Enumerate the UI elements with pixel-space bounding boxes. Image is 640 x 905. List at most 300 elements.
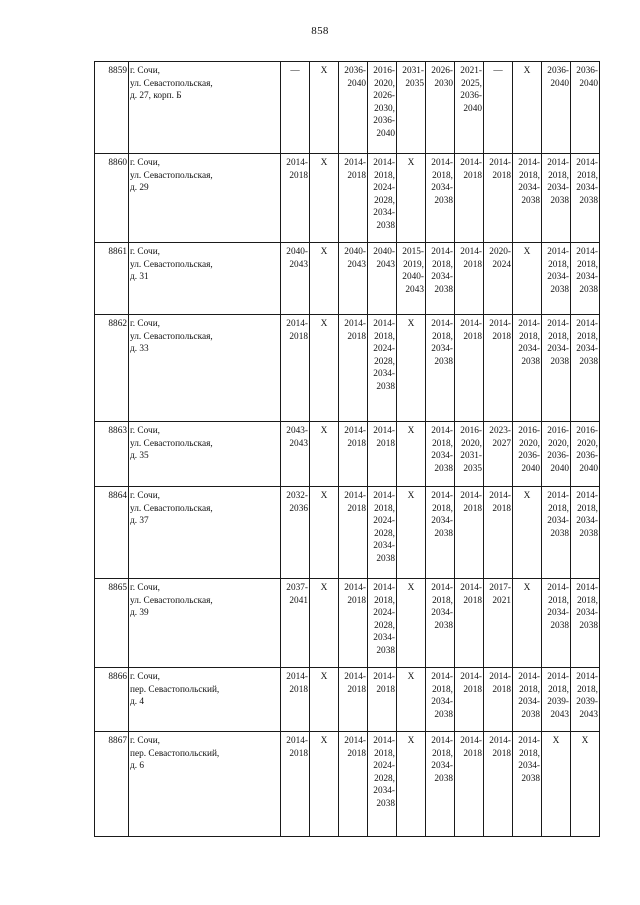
period-cell <box>484 487 513 579</box>
period-cell <box>571 487 600 579</box>
period-cell <box>455 315 484 422</box>
address-line: д. 37 <box>130 516 149 527</box>
period-line: 2034- <box>576 272 598 283</box>
period-line: 2034- <box>518 183 540 194</box>
period-line: 2025, <box>461 78 482 89</box>
period-line: 2038 <box>376 220 395 231</box>
period-line: 2040 <box>347 78 366 89</box>
period-line: 2041 <box>289 595 308 606</box>
period-cell <box>455 668 484 732</box>
period-cell <box>513 243 542 315</box>
period-line: X <box>320 426 328 436</box>
period-line: — <box>493 66 503 76</box>
period-cell <box>542 668 571 732</box>
period-line: 2018, <box>432 684 453 695</box>
address-line: д. 39 <box>130 608 149 619</box>
address-line: г. Сочи, <box>130 491 160 501</box>
address-line: д. 35 <box>130 451 149 462</box>
period-line: 2026- <box>431 66 453 76</box>
period-line: 2034- <box>518 344 540 355</box>
period-line: 2014- <box>460 158 482 168</box>
period-line: 2018, <box>577 503 598 514</box>
period-line: 2034- <box>373 786 395 797</box>
period-cell <box>368 154 397 243</box>
period-line: X <box>407 672 415 682</box>
period-line: 2014- <box>576 583 598 593</box>
period-line: 2014- <box>373 158 395 168</box>
address-cell <box>129 668 281 732</box>
period-line: 2024- <box>373 761 395 772</box>
period-cell <box>484 154 513 243</box>
period-line: 2018, <box>432 595 453 606</box>
period-line: 2036- <box>518 451 540 462</box>
address-line: д. 27, корп. Б <box>130 91 182 102</box>
period-line: 2040- <box>373 247 395 257</box>
period-line: 2034- <box>431 451 453 462</box>
period-line: 2014- <box>373 583 395 593</box>
period-line: 2038 <box>376 381 395 392</box>
period-cell <box>339 487 368 579</box>
period-line: — <box>290 66 300 76</box>
period-cell <box>368 62 397 154</box>
period-line: 2040 <box>521 463 540 474</box>
period-line: 2014- <box>576 672 598 682</box>
table-row <box>95 315 600 422</box>
row-number: 8859 <box>95 62 129 154</box>
period-line: 2014- <box>344 158 366 168</box>
period-line: 2034- <box>547 183 569 194</box>
period-cell <box>397 732 426 837</box>
period-line: 2038 <box>579 195 598 206</box>
table-row <box>95 62 600 154</box>
period-cell <box>542 422 571 487</box>
period-line: 2020, <box>577 438 598 449</box>
period-line: 2014- <box>547 491 569 501</box>
period-line: X <box>523 247 531 257</box>
period-line: 2040- <box>286 247 308 257</box>
period-line: 2018, <box>374 331 395 342</box>
period-line: 2018 <box>463 331 482 342</box>
period-line: 2018 <box>492 684 511 695</box>
period-line: 2014- <box>460 319 482 329</box>
period-line: 2036- <box>373 116 395 127</box>
period-line: 2038 <box>376 645 395 656</box>
period-cell <box>339 422 368 487</box>
period-line: 2018, <box>432 748 453 759</box>
period-cell <box>513 422 542 487</box>
period-line: 2018 <box>347 503 366 514</box>
period-line: 2043 <box>405 284 424 295</box>
period-line: 2014- <box>431 158 453 168</box>
period-line: 2018 <box>492 331 511 342</box>
period-cell <box>484 243 513 315</box>
period-cell <box>484 315 513 422</box>
period-line: 2014- <box>576 319 598 329</box>
period-line: 2031- <box>402 66 424 76</box>
period-line: 2035 <box>463 463 482 474</box>
period-line: 2014- <box>286 319 308 329</box>
period-line: 2040 <box>579 463 598 474</box>
period-line: X <box>523 491 531 501</box>
period-line: 2034- <box>576 516 598 527</box>
period-cell <box>513 315 542 422</box>
period-line: X <box>552 736 560 746</box>
period-cell <box>513 732 542 837</box>
period-line: 2028, <box>374 528 395 539</box>
period-cell <box>310 487 339 579</box>
period-line: X <box>407 583 415 593</box>
period-line: 2021 <box>492 595 511 606</box>
period-line: 2018, <box>548 259 569 270</box>
period-line: 2014- <box>286 158 308 168</box>
period-line: 2014- <box>576 491 598 501</box>
period-line: 2039- <box>547 697 569 708</box>
period-line: 2034- <box>431 344 453 355</box>
address-line: д. 6 <box>130 761 145 772</box>
period-line: 2018 <box>463 170 482 181</box>
period-line: 2020- <box>489 247 511 257</box>
period-line: 2014- <box>576 158 598 168</box>
row-number: 8862 <box>95 315 129 422</box>
period-line: 2014- <box>431 491 453 501</box>
period-line: 2016- <box>518 426 540 436</box>
period-line: 2034- <box>547 516 569 527</box>
period-cell <box>455 154 484 243</box>
period-line: 2018, <box>432 503 453 514</box>
period-line: 2018, <box>374 748 395 759</box>
period-line: 2028, <box>374 773 395 784</box>
period-line: 2024- <box>373 608 395 619</box>
address-line: д. 29 <box>130 183 149 194</box>
period-line: 2014- <box>373 426 395 436</box>
period-line: 2016- <box>460 426 482 436</box>
period-cell <box>397 487 426 579</box>
address-line: ул. Севастопольская, <box>130 503 213 514</box>
period-line: 2014- <box>373 736 395 746</box>
period-line: 2014- <box>344 319 366 329</box>
row-number: 8866 <box>95 668 129 732</box>
period-line: 2014- <box>344 736 366 746</box>
address-line: г. Сочи, <box>130 158 160 168</box>
period-line: 2040 <box>463 103 482 114</box>
period-cell <box>455 487 484 579</box>
period-cell <box>368 487 397 579</box>
period-line: 2014- <box>373 319 395 329</box>
period-line: 2014- <box>489 319 511 329</box>
period-cell <box>455 422 484 487</box>
period-line: 2018, <box>374 503 395 514</box>
period-line: 2034- <box>431 608 453 619</box>
address-line: ул. Севастопольская, <box>130 438 213 449</box>
address-line: пер. Севастопольский, <box>130 748 220 759</box>
period-line: 2043 <box>289 438 308 449</box>
period-line: 2019, <box>403 259 424 270</box>
period-line: 2016- <box>373 66 395 76</box>
period-cell <box>281 668 310 732</box>
period-cell <box>542 154 571 243</box>
period-line: 2014- <box>344 672 366 682</box>
period-line: 2014- <box>460 672 482 682</box>
period-line: 2018, <box>577 684 598 695</box>
period-line: 2018, <box>548 684 569 695</box>
period-cell <box>281 154 310 243</box>
period-line: 2014- <box>460 583 482 593</box>
period-line: X <box>407 491 415 501</box>
address-cell <box>129 579 281 668</box>
period-line: 2028, <box>374 195 395 206</box>
address-line: пер. Севастопольский, <box>130 684 220 695</box>
period-line: 2038 <box>550 528 569 539</box>
period-line: 2018 <box>289 748 308 759</box>
period-cell <box>513 579 542 668</box>
period-cell <box>339 154 368 243</box>
period-cell <box>368 668 397 732</box>
period-line: 2040 <box>376 128 395 139</box>
period-cell <box>281 487 310 579</box>
period-line: 2038 <box>376 798 395 809</box>
period-cell <box>281 579 310 668</box>
period-line: 2038 <box>434 463 453 474</box>
period-line: X <box>581 736 589 746</box>
period-line: X <box>320 583 328 593</box>
period-cell <box>397 154 426 243</box>
period-line: 2014- <box>344 491 366 501</box>
table-row <box>95 732 600 837</box>
period-line: 2018 <box>463 259 482 270</box>
period-line: 2020, <box>374 78 395 89</box>
period-line: 2014- <box>286 736 308 746</box>
period-line: 2024- <box>373 344 395 355</box>
period-line: 2018, <box>432 331 453 342</box>
address-cell <box>129 243 281 315</box>
period-cell <box>281 422 310 487</box>
address-cell <box>129 732 281 837</box>
period-line: 2018, <box>548 331 569 342</box>
period-line: 2036 <box>289 503 308 514</box>
period-line: 2015- <box>402 247 424 257</box>
period-line: 2034- <box>373 208 395 219</box>
period-line: 2018, <box>548 503 569 514</box>
period-line: 2040- <box>402 272 424 283</box>
period-line: 2034- <box>547 608 569 619</box>
period-line: 2034- <box>431 761 453 772</box>
period-line: 2030, <box>374 103 395 114</box>
address-line: ул. Севастопольская, <box>130 595 213 606</box>
period-cell <box>281 62 310 154</box>
period-cell <box>339 579 368 668</box>
period-line: 2014- <box>547 583 569 593</box>
period-cell <box>310 579 339 668</box>
period-line: 2018, <box>519 684 540 695</box>
period-line: 2014- <box>518 158 540 168</box>
table-row <box>95 243 600 315</box>
period-cell <box>513 62 542 154</box>
period-line: 2043 <box>347 259 366 270</box>
period-line: 2034- <box>373 369 395 380</box>
period-cell <box>484 62 513 154</box>
period-cell <box>397 422 426 487</box>
period-line: 2020, <box>519 438 540 449</box>
period-cell <box>397 668 426 732</box>
period-line: 2014- <box>431 247 453 257</box>
period-line: 2018 <box>347 684 366 695</box>
period-line: 2018, <box>577 331 598 342</box>
table-row <box>95 154 600 243</box>
period-line: 2018 <box>492 170 511 181</box>
address-line: д. 4 <box>130 697 145 708</box>
address-line: г. Сочи, <box>130 247 160 257</box>
period-line: 2018 <box>347 331 366 342</box>
page-number: 858 <box>311 25 329 37</box>
period-line: X <box>320 158 328 168</box>
period-line: 2040 <box>579 78 598 89</box>
period-line: 2014- <box>373 491 395 501</box>
period-line: 2034- <box>547 344 569 355</box>
period-cell <box>571 62 600 154</box>
period-line: 2018, <box>374 595 395 606</box>
period-line: 2018, <box>432 170 453 181</box>
period-line: 2032- <box>286 491 308 501</box>
period-cell <box>339 62 368 154</box>
address-cell <box>129 487 281 579</box>
period-cell <box>542 732 571 837</box>
period-line: 2018, <box>577 259 598 270</box>
period-line: 2018 <box>376 684 395 695</box>
period-line: 2018 <box>347 170 366 181</box>
address-line: г. Сочи, <box>130 66 160 76</box>
address-line: г. Сочи, <box>130 583 160 593</box>
period-line: 2036- <box>547 451 569 462</box>
period-line: 2014- <box>518 736 540 746</box>
period-line: 2018 <box>492 748 511 759</box>
period-cell <box>455 732 484 837</box>
period-line: 2038 <box>434 356 453 367</box>
period-line: 2040 <box>550 78 569 89</box>
period-line: 2040- <box>344 247 366 257</box>
period-cell <box>310 243 339 315</box>
period-cell <box>310 154 339 243</box>
period-line: 2014- <box>460 491 482 501</box>
address-line: д. 31 <box>130 272 149 283</box>
period-cell <box>426 243 455 315</box>
period-line: 2014- <box>431 672 453 682</box>
period-line: 2018, <box>519 331 540 342</box>
period-line: 2018, <box>519 170 540 181</box>
address-line: ул. Севастопольская, <box>130 331 213 342</box>
row-number: 8865 <box>95 579 129 668</box>
period-cell <box>542 579 571 668</box>
address-line: г. Сочи, <box>130 426 160 436</box>
period-line: 2038 <box>434 195 453 206</box>
period-cell <box>484 668 513 732</box>
period-cell <box>426 579 455 668</box>
period-line: X <box>320 672 328 682</box>
period-line: 2038 <box>434 528 453 539</box>
period-line: X <box>407 736 415 746</box>
period-line: 2014- <box>547 247 569 257</box>
period-line: 2018 <box>376 438 395 449</box>
period-line: 2038 <box>579 284 598 295</box>
period-cell <box>310 732 339 837</box>
period-line: 2038 <box>521 709 540 720</box>
address-line: г. Сочи, <box>130 319 160 329</box>
row-number: 8867 <box>95 732 129 837</box>
period-line: 2030 <box>434 78 453 89</box>
period-cell <box>455 579 484 668</box>
period-line: 2018 <box>289 331 308 342</box>
period-line: 2018 <box>492 503 511 514</box>
period-line: 2036- <box>344 66 366 76</box>
period-line: 2034- <box>373 633 395 644</box>
period-cell <box>310 668 339 732</box>
period-cell <box>368 422 397 487</box>
period-line: 2034- <box>547 272 569 283</box>
period-line: X <box>320 247 328 257</box>
period-line: X <box>407 319 415 329</box>
period-line: 2036- <box>460 91 482 102</box>
period-line: 2034- <box>431 697 453 708</box>
row-number: 8860 <box>95 154 129 243</box>
period-line: 2034- <box>373 541 395 552</box>
period-line: 2016- <box>547 426 569 436</box>
period-line: 2037- <box>286 583 308 593</box>
address-line: ул. Севастопольская, <box>130 259 213 270</box>
address-line: ул. Севастопольская, <box>130 78 213 89</box>
period-line: 2018 <box>463 684 482 695</box>
period-line: 2028, <box>374 356 395 367</box>
period-line: 2018, <box>374 170 395 181</box>
address-line: д. 33 <box>130 344 149 355</box>
period-cell <box>426 668 455 732</box>
period-line: 2038 <box>550 195 569 206</box>
period-line: 2018, <box>548 170 569 181</box>
period-line: 2014- <box>431 583 453 593</box>
period-line: 2018, <box>577 170 598 181</box>
period-cell <box>281 243 310 315</box>
period-line: 2038 <box>579 356 598 367</box>
period-line: 2043 <box>579 709 598 720</box>
table-row <box>95 579 600 668</box>
period-line: 2014- <box>344 583 366 593</box>
period-line: X <box>320 319 328 329</box>
period-line: 2014- <box>373 672 395 682</box>
period-line: 2038 <box>550 284 569 295</box>
period-line: 2038 <box>579 620 598 631</box>
period-line: X <box>407 158 415 168</box>
period-line: X <box>320 736 328 746</box>
period-cell <box>426 422 455 487</box>
period-line: 2038 <box>550 620 569 631</box>
period-line: 2018, <box>519 748 540 759</box>
period-line: 2038 <box>376 553 395 564</box>
period-line: 2014- <box>460 247 482 257</box>
period-line: 2018 <box>347 438 366 449</box>
address-cell <box>129 62 281 154</box>
period-line: 2038 <box>521 356 540 367</box>
period-cell <box>455 62 484 154</box>
period-line: X <box>407 426 415 436</box>
period-cell <box>571 422 600 487</box>
period-line: 2038 <box>434 773 453 784</box>
period-cell <box>542 243 571 315</box>
table-row <box>95 668 600 732</box>
period-line: 2017- <box>489 583 511 593</box>
period-line: 2043- <box>286 426 308 436</box>
period-line: X <box>320 491 328 501</box>
period-line: 2014- <box>547 158 569 168</box>
row-number: 8863 <box>95 422 129 487</box>
period-line: 2034- <box>576 183 598 194</box>
